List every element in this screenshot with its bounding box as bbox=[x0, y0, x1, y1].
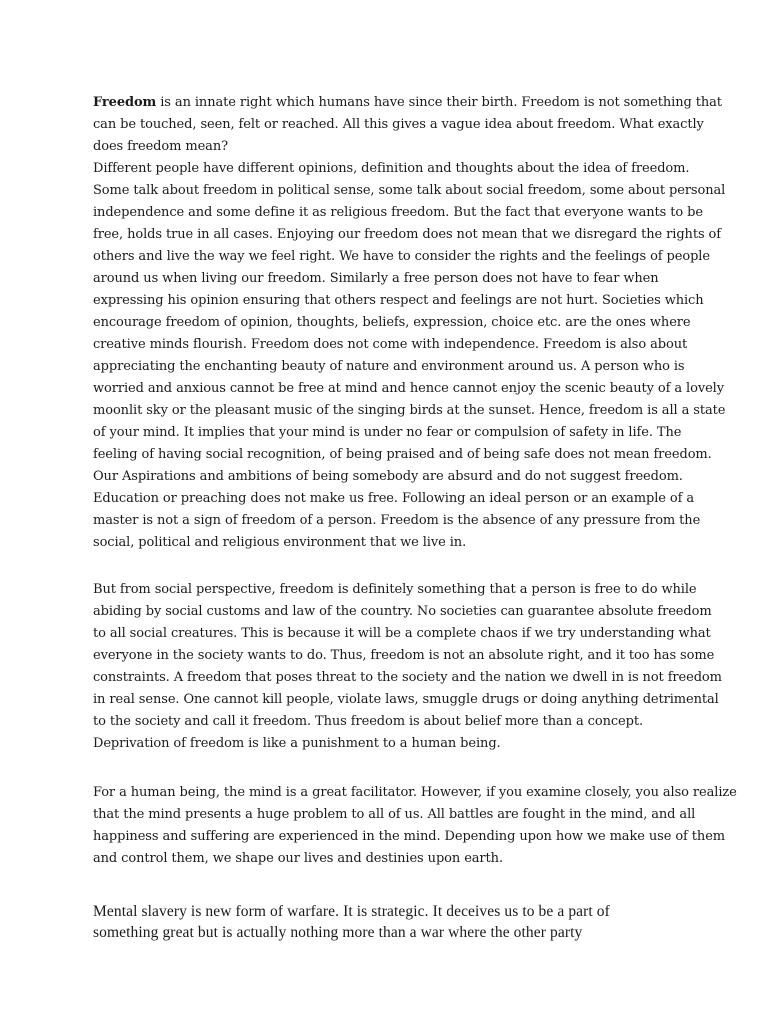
text-line: For a human being, the mind is a great facilitator. However, if you examine closely, you also realize bbox=[93, 785, 737, 800]
text-line: moonlit sky or the pleasant music of the singing birds at the sunset. Hence, freedom is all a state bbox=[93, 403, 726, 418]
text-line: constraints. A freedom that poses threat to the society and the nation we dwell in is not freedom bbox=[93, 670, 722, 685]
text-line: Our Aspirations and ambitions of being somebody are absurd and do not suggest freedom. bbox=[93, 469, 683, 484]
text-line: feeling of having social recognition, of being praised and of being safe does not mean freedom. bbox=[93, 447, 712, 462]
text-line: does freedom mean? bbox=[93, 139, 228, 154]
text-line: free, holds true in all cases. Enjoying our freedom does not mean that we disregard the rights of bbox=[93, 227, 721, 242]
text-line: social, political and religious environment that we live in. bbox=[93, 535, 467, 550]
text-line: everyone in the society wants to do. Thus, freedom is not an absolute right, and it too has some bbox=[93, 648, 715, 663]
text-line: others and live the way we feel right. We have to consider the rights and the feelings of people bbox=[93, 249, 710, 264]
paragraph-mind-facilitator bbox=[93, 782, 737, 870]
text-line: worried and anxious cannot be free at mind and hence cannot enjoy the scenic beauty of a lovely bbox=[93, 381, 724, 396]
paragraph-mental-slavery bbox=[93, 901, 681, 943]
paragraph-social-perspective bbox=[93, 579, 722, 755]
text-line: abiding by social customs and law of the country. No societies can guarantee absolute freedom bbox=[93, 604, 712, 619]
text-line: to the society and call it freedom. Thus freedom is about belief more than a concept. bbox=[93, 714, 644, 729]
text-line: and control them, we shape our lives and destinies upon earth. bbox=[93, 851, 503, 866]
text-line: something great but is actually nothing more than a war where the other party bbox=[93, 924, 583, 941]
paragraph-freedom-definition bbox=[93, 92, 726, 554]
text-line: expressing his opinion ensuring that others respect and feelings are not hurt. Societies which bbox=[93, 293, 704, 308]
text-line: appreciating the enchanting beauty of nature and environment around us. A person who is bbox=[93, 359, 685, 374]
text-line: that the mind presents a huge problem to all of us. All battles are fought in the mind, and all bbox=[93, 807, 696, 822]
text-line: independence and some define it as religious freedom. But the fact that everyone wants to be bbox=[93, 205, 703, 220]
document-page bbox=[93, 92, 737, 943]
text-line: Some talk about freedom in political sense, some talk about social freedom, some about personal bbox=[93, 183, 726, 198]
text-line: master is not a sign of freedom of a person. Freedom is the absence of any pressure from the bbox=[93, 513, 701, 528]
text-line: happiness and suffering are experienced in the mind. Depending upon how we make use of them bbox=[93, 829, 726, 844]
text-line: of your mind. It implies that your mind is under no fear or compulsion of safety in life. The bbox=[93, 425, 682, 440]
bold-lead-word: Freedom bbox=[93, 95, 157, 110]
text-line: Mental slavery is new form of warfare. It is strategic. It deceives us to be a part of bbox=[93, 903, 610, 920]
text-line: around us when living our freedom. Similarly a free person does not have to fear when bbox=[93, 271, 659, 286]
text-line: can be touched, seen, felt or reached. All this gives a vague idea about freedom. What exactly bbox=[93, 117, 704, 132]
text-line: Different people have different opinions, definition and thoughts about the idea of freedom. bbox=[93, 161, 690, 176]
text-line: encourage freedom of opinion, thoughts, beliefs, expression, choice etc. are the ones where bbox=[93, 315, 691, 330]
text-line: But from social perspective, freedom is definitely something that a person is free to do while bbox=[93, 582, 697, 597]
text-line: to all social creatures. This is because it will be a complete chaos if we try understanding what bbox=[93, 626, 711, 641]
text-line: Deprivation of freedom is like a punishment to a human being. bbox=[93, 736, 501, 751]
text-line: Freedom is an innate right which humans have since their birth. Freedom is not something that bbox=[93, 95, 722, 110]
text-line: Education or preaching does not make us free. Following an ideal person or an example of a bbox=[93, 491, 695, 506]
text-line: in real sense. One cannot kill people, violate laws, smuggle drugs or doing anything detrimental bbox=[93, 692, 719, 707]
text-line: creative minds flourish. Freedom does not come with independence. Freedom is also about bbox=[93, 337, 688, 352]
